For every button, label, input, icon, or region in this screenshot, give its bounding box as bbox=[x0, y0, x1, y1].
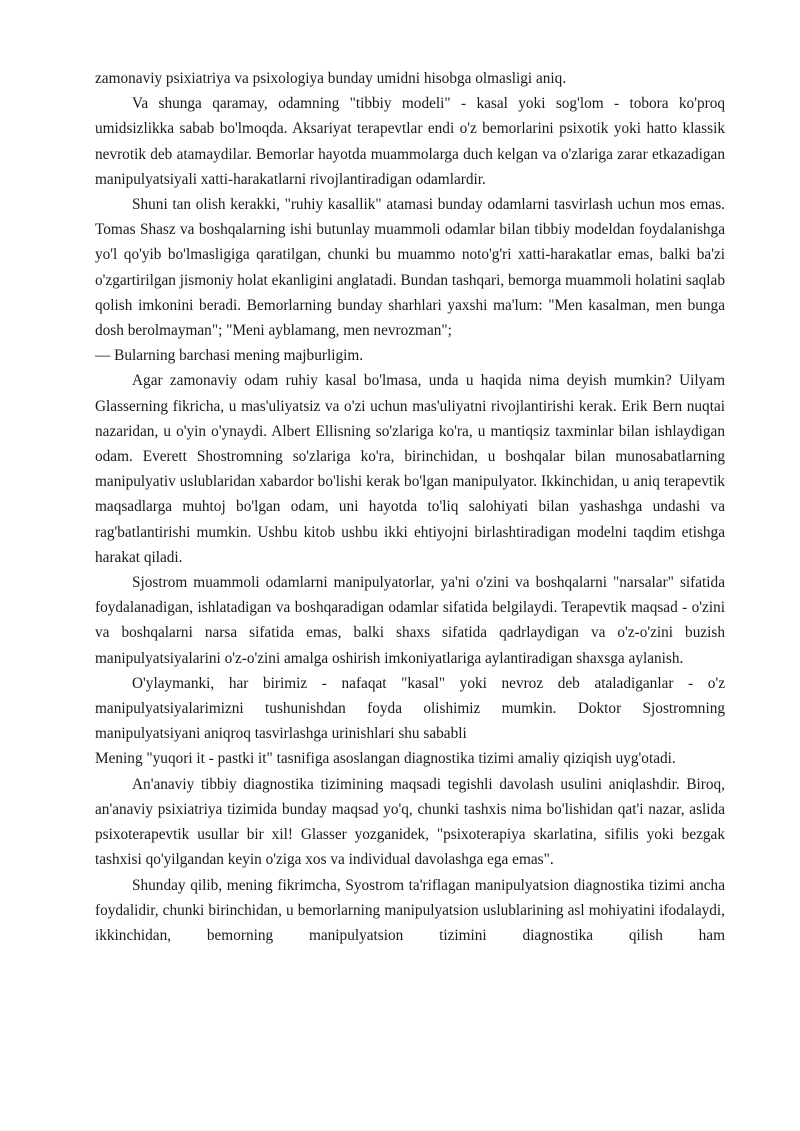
paragraph: Shuni tan olish kerakki, "ruhiy kasallik" atamasi bunday odamlarni tasvirlash uchun mos emas. Tomas Shasz va boshqalarning ishi butunlay muammoli odamlar bilan tibbiy modeldan foydalanishga yo'l qo'yib bo'lmasligiga qaratilgan, chunki bu muammo noto'g'ri xatti-harakatlar emas, balki ba'zi o'zgartirilgan jismoniy holat ekanligini anglatadi. Bundan tashqari, bemorga muammoli holatini saqlab qolish imkonini beradi. Bemorlarning bunday sharhlari yaxshi ma'lum: "Men kasalman, men bunga dosh berolmayman"; "Meni ayblamang, men nevrozman"; bbox=[95, 196, 725, 340]
paragraph: Agar zamonaviy odam ruhiy kasal bo'lmasa, unda u haqida nima deyish mumkin? Uilyam Glasserning fikricha, u mas'uliyatsiz va o'zi uchun mas'uliyatni rivojlantirishi kerak. Erik Bern nuqtai nazaridan, u o'yin o'ynaydi. Albert Ellisning so'zlariga ko'ra, u mantiqsiz taxminlar bilan ishlaydigan odam. Everett Shostromning so'zlariga ko'ra, birinchidan, u boshqalar bilan munosabatlarning manipulyativ uslublaridan xabardor bo'lishi kerak bo'lgan manipulyator. Ikkinchidan, u aniq terapevtik maqsadlarga muhtoj bo'lgan odam, uni hayotda to'liq salohiyati bilan yashashga undashi va rag'batlantirishi mumkin. Ushbu kitob ushbu ikki ehtiyojni birlashtiradigan modelni taqdim etishga harakat qiladi. bbox=[95, 372, 725, 566]
paragraph: zamonaviy psixiatriya va psixologiya bunday umidni hisobga olmasligi aniq. bbox=[95, 70, 567, 87]
paragraph: Sjostrom muammoli odamlarni manipulyatorlar, ya'ni o'zini va boshqalarni "narsalar" sifatida foydalanadigan, ishlatadigan va boshqaradigan odamlar sifatida belgilaydi. Terapevtik maqsad - o'zini va boshqalarni narsa sifatida emas, balki shaxs sifatida qadrlaydigan va o'z-o'zini buzish manipulyatsiyalarini o'z-o'zini amalga oshirish imkoniyatlariga aylantiradigan shaxsga aylanish. bbox=[95, 574, 725, 667]
paragraph: Mening "yuqori it - pastki it" tasnifiga asoslangan diagnostika tizimi amaliy qiziqish uyg'otadi. bbox=[95, 750, 676, 768]
paragraph: O'ylaymanki, har birimiz - nafaqat "kasal" yoki nevroz deb ataladiganlar - o'z manipulyatsiyalarimizni tushunishdan foyda olishimiz mumkin. Doktor Sjostromning manipulyatsiyani aniqroq tasvirlashga urinishlari shu sababli bbox=[95, 674, 725, 743]
paragraph: — Bularning barchasi mening majburligim. bbox=[95, 347, 364, 365]
paragraph: An'anaviy tibbiy diagnostika tizimining maqsadi tegishli davolash usulini aniqlashdir. Biroq, an'anaviy psixiatriya tizimida bunday maqsad yo'q, chunki tashxis nima bo'lishidan qat'i nazar, aslida psixoterapevtik usullar bir xil! Glasser yozganidek, "psixoterapiya skarlatina, sifilis yoki bezgak tashxisi qo'yilgandan keyin o'ziga xos va individual davolashga ega emas". bbox=[95, 775, 725, 869]
paragraph: Va shunga qaramay, odamning "tibbiy modeli" - kasal yoki sog'lom - tobora ko'proq umidsizlikka sabab bo'lmoqda. Aksariyat terapevtlar endi o'z bemorlarini psixotik yoki hatto klassik nevrotik deb atamaydilar. Bemorlar hayotda muammolarga duch kelgan va o'zlariga zarar etkazadigan manipulyatsiyali xatti-harakatlarni rivojlantiradigan odamlardir. bbox=[95, 95, 725, 188]
paragraph: Shunday qilib, mening fikrimcha, Syostrom ta'riflagan manipulyatsion diagnostika tizimi ancha foydalidir, chunki birinchidan, u bemorlarning manipulyatsion uslublarining asl mohiyatini ifodalaydi, ikkinchidan, bemorning manipulyatsion tizimini diagnostika qilish ham bbox=[95, 876, 725, 944]
document-page bbox=[95, 66, 725, 948]
